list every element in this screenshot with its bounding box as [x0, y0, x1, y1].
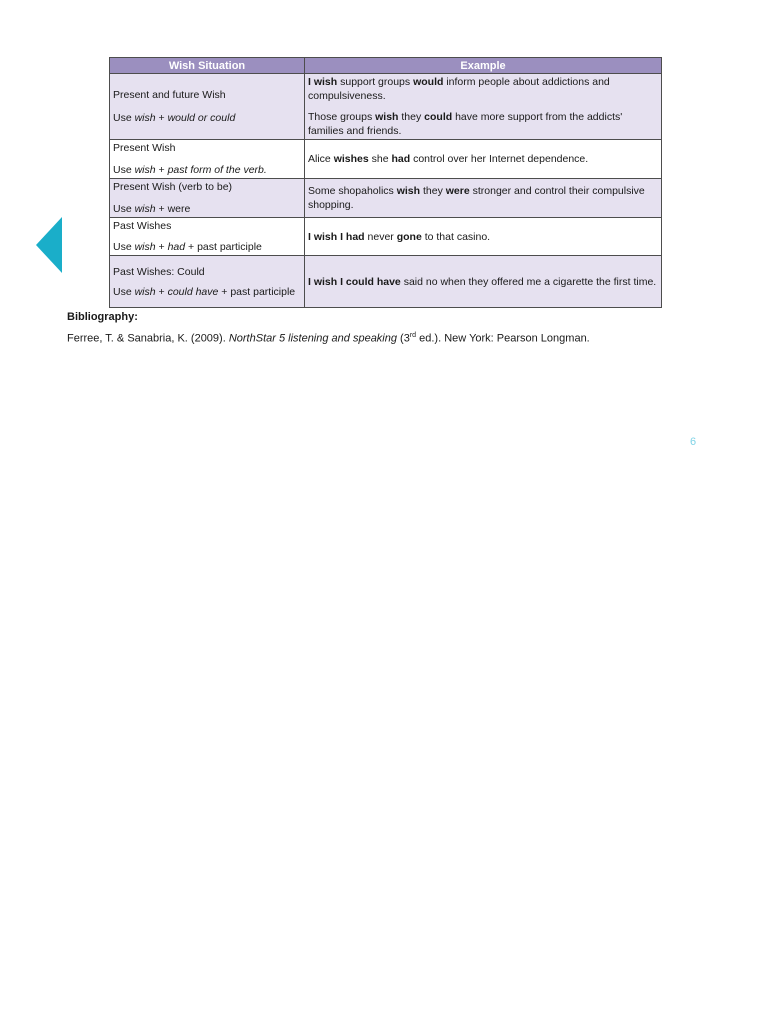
book-title: NorthStar 5 listening and speaking	[228, 332, 397, 345]
situation-rule: Use wish + would or could	[113, 112, 236, 124]
previous-page-arrow-icon[interactable]	[36, 217, 62, 273]
bibliography-heading: Bibliography:	[67, 311, 138, 323]
situation-title: Present Wish (verb to be)	[113, 181, 233, 193]
wish-situation-table	[109, 57, 662, 308]
example-cell	[305, 74, 662, 140]
header-example: Example	[305, 58, 662, 74]
situation-title: Present and future Wish	[113, 89, 226, 101]
example-sentence: Some shopaholics wish they were stronger and control their compulsive shopping.	[308, 185, 645, 211]
example-sentence: Those groups wish they could have more support from the addicts' families and friends.	[308, 111, 623, 137]
situation-title: Present Wish	[113, 142, 176, 154]
example-cell	[305, 140, 662, 179]
situation-cell	[110, 179, 305, 218]
situation-title: Past Wishes: Could	[113, 265, 205, 278]
example-sentence: I wish I could have said no when they offered me a cigarette the first time.	[308, 275, 657, 288]
situation-rule: Use wish + were	[113, 203, 191, 215]
example-cell	[305, 218, 662, 256]
bibliography-entry: Ferree, T. & Sanabria, K. (2009). NorthStar 5 listening and speaking (3rd ed.). New York: Pearson Longman.	[67, 332, 590, 345]
situation-title: Past Wishes	[113, 220, 172, 232]
situation-rule: Use wish + had + past participle	[113, 241, 262, 253]
situation-cell	[110, 256, 305, 308]
table-row	[110, 74, 662, 140]
table-row	[110, 256, 662, 308]
example-cell	[305, 179, 662, 218]
situation-cell	[110, 74, 305, 140]
example-sentence: Alice wishes she had control over her Internet dependence.	[308, 153, 589, 165]
example-sentence: I wish I had never gone to that casino.	[308, 230, 491, 243]
situation-cell	[110, 218, 305, 256]
table-row	[110, 218, 662, 256]
situation-cell	[110, 140, 305, 179]
example-sentence: I wish support groups would inform people about addictions and compulsiveness.	[308, 76, 610, 102]
table-row	[110, 179, 662, 218]
table-header-row	[110, 58, 662, 74]
header-wish-situation: Wish Situation	[110, 58, 305, 74]
page-number: 6	[690, 436, 697, 448]
table-row	[110, 140, 662, 179]
example-cell	[305, 256, 662, 308]
situation-rule: Use wish + could have + past participle	[113, 285, 296, 298]
situation-rule: Use wish + past form of the verb.	[113, 164, 267, 176]
